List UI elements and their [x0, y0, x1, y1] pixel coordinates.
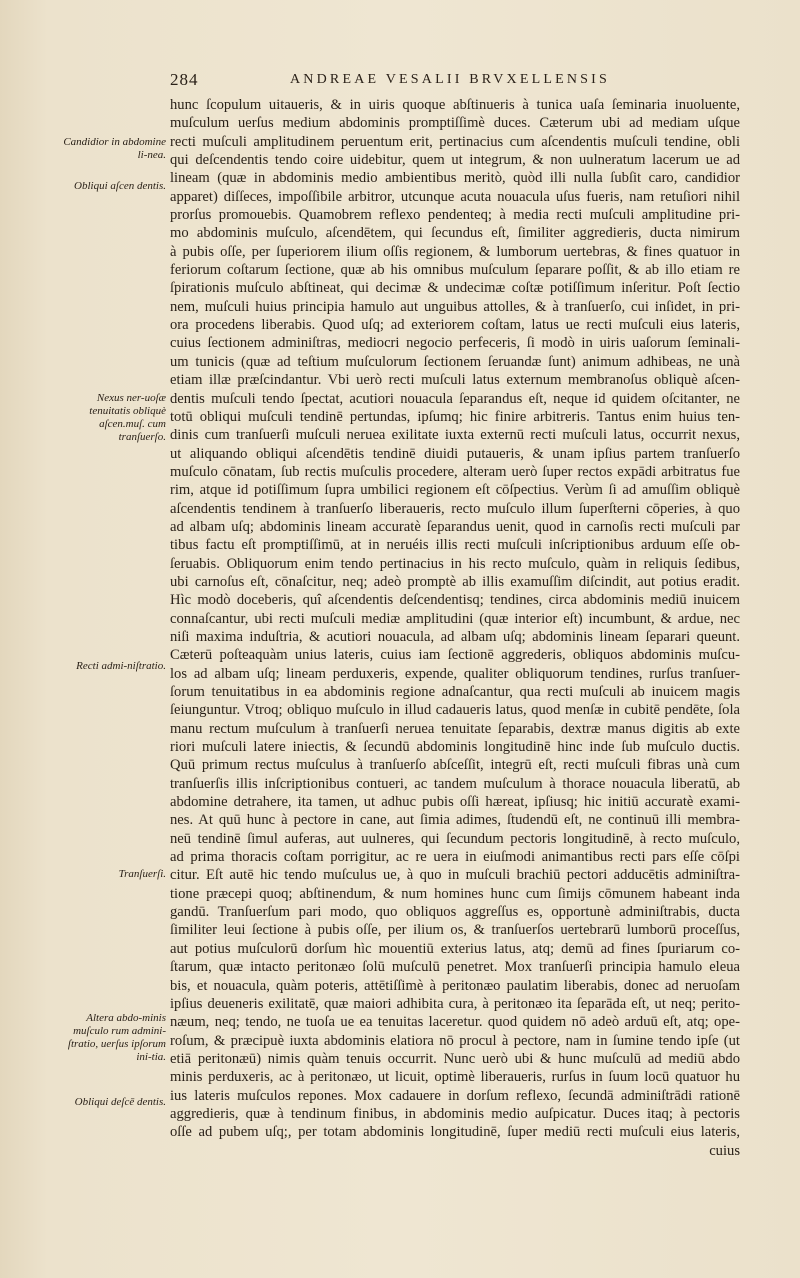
text-line: ipſius deueneris exilitatē, quæ maiori adhibita cura, à peritonæo ita ſeparāda eſt, ut neq; perito-: [170, 995, 740, 1012]
text-line: recti muſculi amplitudinem peruentum erit, pertinacius cum aſcendentis muſculi tendine, obli: [170, 133, 740, 150]
text-line: à pubis oſſe, per ſuperiorem ilium oſſis regionem, & lumborum uertebras, & fines quatuor in: [170, 243, 740, 260]
text-line: aſcendentis tendinem à tranſuerſo liberaueris, recto muſculo illum ſuperſterni cōperies, à quo: [170, 500, 740, 517]
page-number: 284: [170, 70, 199, 89]
text-line: oſſe ad pubem uſq;, per totam abdominis longitudinē, ſuper mediū recti muſculi eius lateris,: [170, 1124, 740, 1141]
text-line: riori muſculi latere iniectis, & ſecundū abdominis longitudinē hinc inde ſub muſculo ductis.: [170, 739, 740, 756]
text-line: mo abdominis muſculo, aſcendētem, qui ſecundus eſt, ſimiliter aggredieris, ducta nimirum: [170, 225, 740, 242]
text-line: aut potius muſculorū dorſum hìc mouentiū exterius latus, atq; demū ad fines ſpuriarum co-: [170, 940, 740, 957]
text-line: Quū primum rectus muſculus à tranſuerſo abſceſſit, integrū eſt, recti muſculi fibras unà cum: [170, 757, 740, 774]
text-line: ora procedens liberabis. Quod uſq; ad exteriorem coſtam, latus ue recti muſculi eius lateris,: [170, 317, 740, 334]
text-line: prorſus promouebis. Quamobrem reflexo pendenteq; à media recti muſculi amplitudine pri-: [170, 207, 740, 224]
text-line: muſculum uerſus medium abdominis promptiſſimè duces. Cæterum ubi ad mediam uſque: [170, 115, 740, 132]
text-line: ut aliquando obliqui aſcendētis tendinē diuidi putaueris, & unam ipſius partem tranſuerſo: [170, 445, 740, 462]
main-text-block: [170, 96, 740, 1160]
margin-note-left: Obliqui aſcen dentis.: [74, 180, 166, 192]
text-line: lineam (quæ in abdominis medio ambientibus meritò, quòd illi nulla ſubſit caro, candidior: [170, 170, 740, 187]
text-line: roſum, & præcipuè iuxta abdominis elatiora nō procul à pectore, nam in ſumine tendo ipſe (ut: [170, 1032, 740, 1049]
text-line: apparet) diſſeces, impoſſibile arbitror, utcunque acuta nouacula uſus fueris, nam retuſiori nihil: [170, 188, 740, 205]
text-line: ubi carnoſus eſt, cōnaſcitur, neq; adeò promptè ab illis examuſſim diſcindit, aut potius eradit.: [170, 573, 740, 590]
text-line: Hìc modò doceberis, quî aſcendentis deſcendentisq; tendines, circa abdominis mediū inuicem: [170, 592, 740, 609]
text-line: tione præcepi quoq; abſtinendum, & num homines hunc cum ſimijs cōmunem habeant inda: [170, 885, 740, 902]
text-line: gandū. Tranſuerſum pari modo, quo obliquos aggreſſus es, opportunè adminiſtrabis, ducta: [170, 904, 740, 921]
text-line: ſeruabis. Obliquorum enim tendo pertinacius in his recto muſculo, quàm in reliquis ſedibus,: [170, 555, 740, 572]
text-line: ſtarum, quæ intacto peritonæo ſolū muſculū penetret. Mox tranſuerſi principia hamulo eleua: [170, 959, 740, 976]
text-line: Cæterū poſteaquàm unius lateris, cuius iam ſectionē aggrederis, obliquos abdominis muſcu-: [170, 647, 740, 664]
text-line: citur. Eſt autē hic tendo muſculus ue, à quo in muſculi brachiū pectori adducētis adminiſtra-: [170, 867, 740, 884]
text-line: tibus factu eſt promptiſſimū, at in neruéis illis recti muſculi inſcriptionibus arduum eſſe ob-: [170, 537, 740, 554]
text-line: totū obliqui muſculi tendinē pertundas, ipſumq; hic finire arbitreris. Tantus enim huius ten-: [170, 408, 740, 425]
margin-note-left: Nexus ner-uoſæ tenuitatis obliquè aſcen.muſ. cum tranſuerſo.: [89, 392, 166, 443]
text-line: minis perduxeris, ac à peritonæo, ut licuit, optimè liberaueris, rurſus in ſuum locū quatuor hu: [170, 1069, 740, 1086]
text-line: abdomine detrahere, ita tamen, ut adhuc pubis oſſi hæreat, ipſiusq; hic initiū accuratè exami-: [170, 794, 740, 811]
text-line: cuius ſectionem adminiſtras, mediocri negocio perfeceris, ſi modò in uiris uaſorum ſeminali-: [170, 335, 740, 352]
text-line: nem, muſculi huius principia hamulo aut unguibus attolles, & à tranſuerſo, cui inſidet, in pri-: [170, 298, 740, 315]
text-line: dinis cum tranſuerſi muſculi neruea exilitate iuxta externū recti muſculi latus, occurrit nexus,: [170, 427, 740, 444]
text-line: ſimiliter leui ſectione à pubis oſſe, per ilium os, & tranſuerſos uertebrarū lumborū proceſſus,: [170, 922, 740, 939]
text-line: bis, et nouacula, quàm poteris, attētiſſimè à peritonæo paulatim liberabis, donec ad neruoſam: [170, 977, 740, 994]
catchword: cuius: [709, 1142, 740, 1159]
margin-note-left: Recti admi-niſtratio.: [76, 660, 166, 672]
text-line: um tunicis (quæ ad teſtium muſculorum ſectionem ſeruandæ ſunt) animum adhibeas, ne unà: [170, 353, 740, 370]
text-line: hunc ſcopulum uitaueris, & in uiris quoque abſtinueris à tunica uaſa ſeminaria inuoluente,: [170, 97, 740, 113]
text-line: ſpirationis muſculo abſtineat, qui decimæ & undecimæ coſtæ potiſſimum inſeritur. Poſt ſectio: [170, 280, 740, 297]
text-line: etiam illæ præſcindantur. Vbi uerò recti muſculi latus externum membranoſus obliquè aſcen-: [170, 372, 740, 389]
text-line: manu rectum muſculum à tranſuerſi neruea tenuitate ſeparabis, dextræ manus digitis ab exte: [170, 720, 740, 737]
text-line: feriorum coſtarum ſectione, quæ ab his omnibus muſculum ſeparare poſſit, & ab illo etiam re: [170, 262, 740, 279]
text-line: dentis muſculi tendo ſpectat, acutiori nouacula ſeparandus eſt, neque id quidem oſcitanter, ne: [170, 390, 740, 407]
text-line: etiā peritonæū) nimis quàm tenuis occurrit. Nunc uerò ubi & hunc muſculū ad mediū abdo: [170, 1050, 740, 1067]
text-line: qui deſcendentis tendo coire uidebitur, quem ut integrum, & non uulneratum lacerum ue ad: [170, 152, 740, 169]
text-line: neū tendinē ſimul auferas, aut uulneres, qui ſecundum pectoris longitudinē, à recto muſculo,: [170, 830, 740, 847]
margin-note-left: Obliqui deſcē dentis.: [74, 1096, 166, 1108]
text-line: connaſcantur, ubi recti muſculi mediæ amplitudini (quæ interior eſt) incumbunt, & ardue, nec: [170, 610, 740, 627]
margin-note-left: Altera abdo-minis muſculo rum admini-ſtratio, uerſus ipſorum ini-tia.: [67, 1012, 166, 1063]
text-line: næum, neq; tendo, ne tuoſa ue ea tenuitas laceretur. quod quidem nō adeò arduū eſt, atq; ope-: [170, 1014, 740, 1031]
text-line: ſeiunguntur. Vtroq; obliquo muſculo in illud cadaueris latus, quod menſæ in cubitē pendēte, ſola: [170, 702, 740, 719]
page-header: [0, 70, 800, 94]
text-line: aggredieris, quæ à tendinum finibus, in abdominis medio auſpicatur. Duces itaq; à pectoris: [170, 1105, 740, 1122]
margin-note-left: Tranſuerſi.: [118, 868, 166, 880]
text-line: ſorum tenuitatibus in ea abdominis regione adnaſcantur, qua recti muſculi ab inuicem magis: [170, 684, 740, 700]
text-line: nes. At quū hunc à pectore in cane, aut ſimia adimes, ſtudendū eſt, ne continuū illi membra-: [170, 812, 740, 829]
text-line: niſi maxima induſtria, & acutiori nouacula, ad albam uſq; abdominis lineam ſeparari queunt.: [170, 628, 740, 645]
text-line: ius lateris muſculos repones. Mox cadauere in dorſum reflexo, ſecundā adminiſtrādi rationē: [170, 1087, 740, 1104]
text-line: tranſuerſis illis inſcriptionibus contueri, ac tandem muſculum à thorace nouacula liberatū, ab: [170, 775, 740, 792]
margin-note-left: Candidior in abdomine li-nea.: [63, 136, 166, 161]
text-line: ad albam uſq; abdominis lineam accuratè ſeparandus uenit, quod in carnoſis recti muſculi par: [170, 518, 740, 535]
text-line: ad prima thoracis coſtam porrigitur, ac re uera in eiuſmodi animantibus recti pars eſſe cōſpi: [170, 849, 740, 866]
running-title: ANDREAE VESALII BRVXELLENSIS: [290, 72, 610, 87]
text-line: muſculo cōnatam, ſub rectis muſculis procedere, alteram uerò ſuper rectos expādi arbitratus fue: [170, 463, 740, 480]
text-line: los ad albam uſq; lineam perduxeris, expende, qualiter obliquorum tendines, rurſus tranſuer-: [170, 665, 740, 682]
text-line: rim, atque id potiſſimum ſupra umbilici regionem eſt cōſpectius. Verùm ſi ad amuſſim obliquè: [170, 482, 740, 499]
